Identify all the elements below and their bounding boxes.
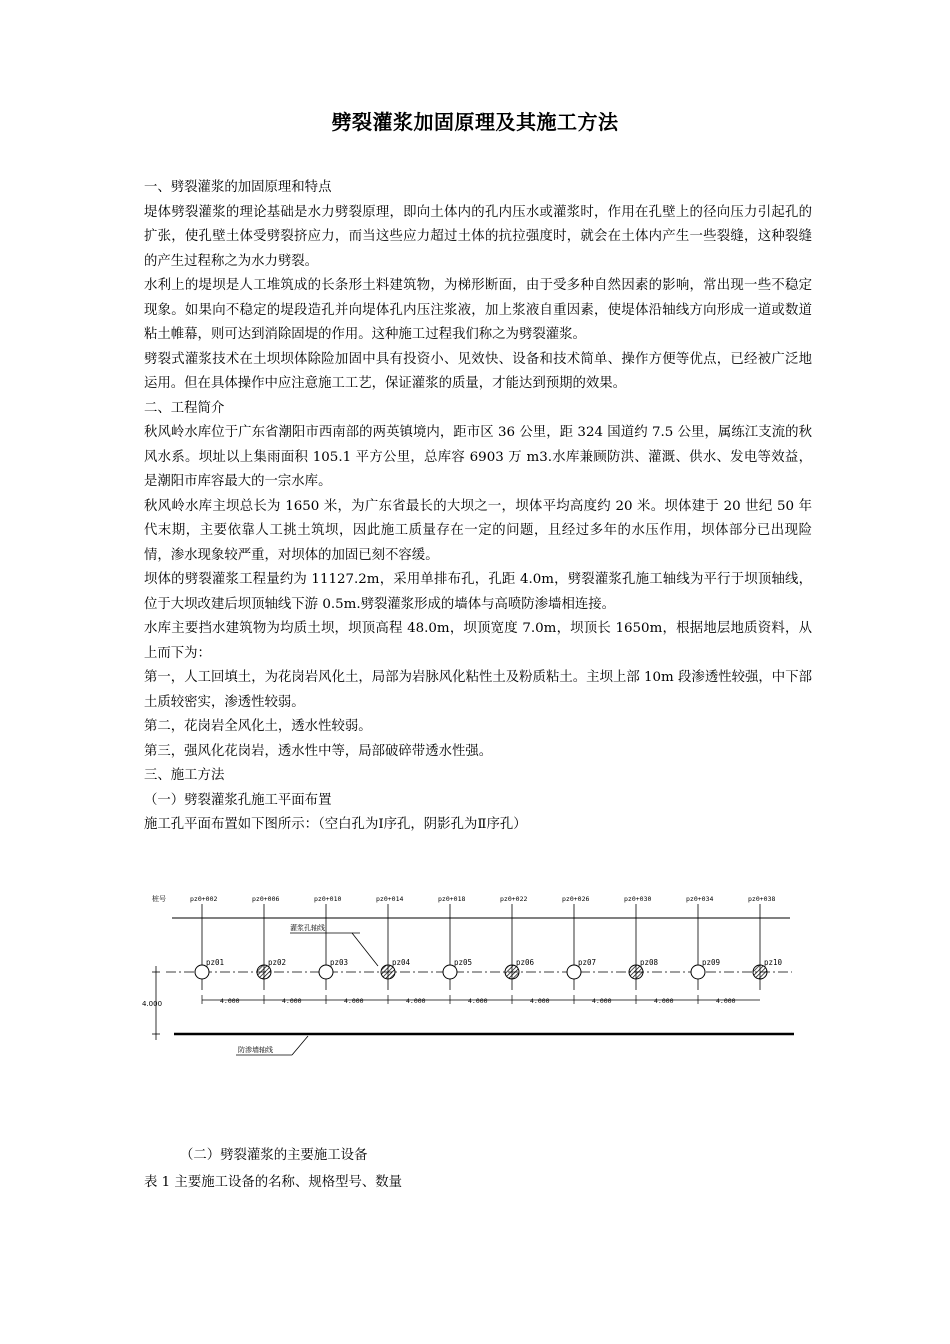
- spacing-label: 4.000: [344, 997, 364, 1005]
- paragraph: 第二，花岗岩全风化土，透水性较弱。: [144, 719, 372, 734]
- spacing-label: 4.000: [282, 997, 302, 1005]
- paragraph: 坝体的劈裂灌浆工程量约为 11127.2m，采用单排布孔，孔距 4.0m，劈裂灌浆孔施工轴线为平行于坝顶轴线，位于大坝改建后坝顶轴线下游 0.5m.劈裂灌浆形成的墙体与高喷防渗墙相连接。: [144, 572, 812, 612]
- paragraph: 劈裂式灌浆技术在土坝坝体除险加固中具有投资小、见效快、设备和技术简单、操作方便等优点，已经被广泛地运用。但在具体操作中应注意施工工艺，保证灌浆的质量，才能达到预期的效果。: [144, 351, 812, 391]
- hole-secondary: [753, 965, 767, 979]
- hole-label: pz07: [578, 958, 597, 967]
- paragraph: 第三，强风化花岗岩，透水性中等，局部破碎带透水性强。: [144, 743, 493, 759]
- hole-label: pz10: [764, 958, 783, 967]
- station-label: pz0+014: [376, 895, 404, 903]
- lower-text: [144, 1142, 812, 1196]
- hole-label: pz06: [516, 958, 535, 967]
- row-label: 桩号: [152, 895, 166, 903]
- hole-secondary: [505, 965, 519, 979]
- station-label: pz0+006: [252, 895, 280, 903]
- subheading: （二）劈裂灌浆的主要施工设备: [180, 1148, 368, 1163]
- axis-note: 灌浆孔轴线: [290, 924, 325, 932]
- station-label: pz0+038: [748, 895, 776, 903]
- station-label: pz0+010: [314, 895, 342, 903]
- table-caption: 表 1 主要施工设备的名称、规格型号、数量: [144, 1175, 403, 1190]
- hole-layout-diagram: [140, 880, 800, 1070]
- station-label: pz0+018: [438, 895, 466, 903]
- hole-label: pz04: [392, 958, 411, 967]
- station-label: pz0+002: [190, 895, 218, 903]
- body-text: [144, 176, 812, 838]
- wall-note: 防渗墙轴线: [238, 1046, 273, 1054]
- paragraph: 秋风岭水库主坝总长为 1650 米，为广东省最长的大坝之一，坝体平均高度约 20 米。坝体建于 20 世纪 50 年代末期，主要依靠人工挑土筑坝，因此施工质量存在一定的问题，且经过多年的水压作用，坝体部分已出现险情，渗水现象较严重，对坝体的加固已刻不容缓。: [144, 498, 812, 563]
- paragraph: 第一，人工回填土，为花岗岩风化土，局部为岩脉风化粘性土及粉质粘土。主坝上部 10m 段渗透性较强，中下部土质较密实，渗透性较弱。: [144, 670, 812, 710]
- station-label: pz0+022: [500, 895, 528, 903]
- paragraph: 水库主要挡水建筑物为均质土坝，坝顶高程 48.0m，坝顶宽度 7.0m，坝顶长 1650m，根据地层地质资料，从上而下为：: [144, 621, 812, 661]
- spacing-label: 4.000: [220, 997, 240, 1005]
- hole-primary: [691, 965, 705, 979]
- hole-label: pz01: [206, 958, 225, 967]
- hole-primary: [319, 965, 333, 979]
- heading-section-3: 三、施工方法: [144, 768, 225, 783]
- hole-label: pz09: [702, 958, 721, 967]
- hole-primary: [567, 965, 581, 979]
- offset-label: 4.000: [142, 1000, 163, 1008]
- hole-label: pz08: [640, 958, 659, 967]
- hole-secondary: [629, 965, 643, 979]
- hole-layout-svg: [140, 880, 800, 1070]
- paragraph: 施工孔平面布置如下图所示：（空白孔为Ⅰ序孔，阴影孔为Ⅱ序孔）: [144, 817, 527, 832]
- heading-section-1: 一、劈裂灌浆的加固原理和特点: [144, 180, 332, 195]
- spacing-label: 4.000: [716, 997, 736, 1005]
- spacing-label: 4.000: [468, 997, 488, 1005]
- spacing-label: 4.000: [654, 997, 674, 1005]
- hole-label: pz03: [330, 958, 349, 967]
- heading-section-2: 二、工程简介: [144, 400, 225, 416]
- paragraph: 堤体劈裂灌浆的理论基础是水力劈裂原理，即向土体内的孔内压水或灌浆时，作用在孔壁上的径向压力引起孔的扩张，使孔壁土体受劈裂挤应力，而当这些应力超过土体的抗拉强度时，就会在土体内产生一些裂缝，这种裂缝的产生过程称之为水力劈裂。: [144, 204, 812, 269]
- hole-label: pz02: [268, 958, 287, 967]
- hole-secondary: [257, 965, 271, 979]
- subheading: （一）劈裂灌浆孔施工平面布置: [144, 792, 332, 808]
- page-title: 劈裂灌浆加固原理及其施工方法: [331, 110, 619, 134]
- station-label: pz0+026: [562, 895, 590, 903]
- spacing-label: 4.000: [406, 997, 426, 1005]
- station-label: pz0+030: [624, 895, 652, 903]
- hole-secondary: [381, 965, 395, 979]
- station-label: pz0+034: [686, 895, 714, 903]
- spacing-label: 4.000: [530, 997, 550, 1005]
- paragraph: 水利上的堤坝是人工堆筑成的长条形土料建筑物，为梯形断面，由于受多种自然因素的影响，常出现一些不稳定现象。如果向不稳定的堤段造孔并向堤体孔内压注浆液，加上浆液自重因素，使堤体沿轴线方向形成一道或数道粘土帷幕，则可达到消除固堤的作用。这种施工过程我们称之为劈裂灌浆。: [144, 278, 812, 342]
- hole-primary: [195, 965, 209, 979]
- paragraph: 秋风岭水库位于广东省潮阳市西南部的两英镇境内，距市区 36 公里，距 324 国道约 7.5 公里，属练江支流的秋风水系。坝址以上集雨面积 105.1 平方公里，总库容 6903 万 m3.水库兼顾防洪、灌溉、供水、发电等效益，是潮阳市库容最大的一宗水库。: [144, 425, 812, 489]
- hole-primary: [443, 965, 457, 979]
- hole-label: pz05: [454, 958, 473, 967]
- spacing-label: 4.000: [592, 997, 612, 1005]
